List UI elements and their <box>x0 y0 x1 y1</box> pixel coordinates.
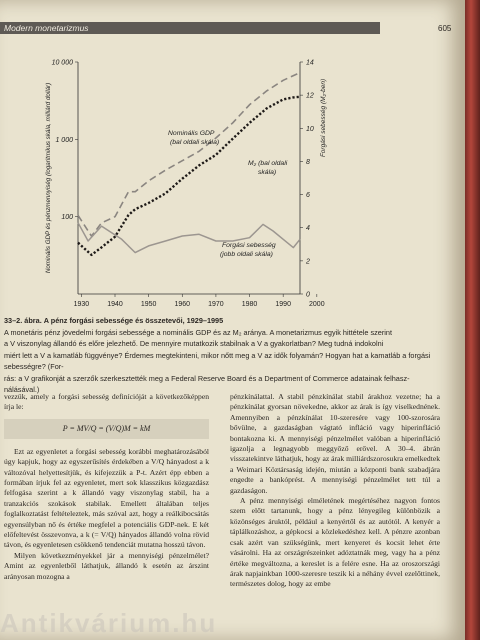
paragraph: Ezt az egyenletet a forgási sebesség korábbi meghatározásából úgy kapjuk, hogy az egyszerűsítés érdekében a V/Q hányadost a k változóval helyettesítjük, és kifejezzük a P-t. Azért épp ebben a formában írjuk fel az egyenletet, mert sok klasszikus közgazdász felfogása szerint a k állandó vagy viszonylag stabil, ha a tranzakciós szokások stabilak. Emellett általában teljes foglalkoztatást feltételeztek, más szóval azt, hogy a reálkibocsátás egyensúlyban nő és értéke megfelel a potenciális GDP-nek. E két előfeltevést összevonva, a k (= V/Q) hányados állandó volna rövid távon, és egyenletesen csökkenő tendenciát mutatna hosszú távon. <box>4 446 209 550</box>
left-tick-label: 100 <box>61 214 73 222</box>
right-tick-label: 6 <box>306 192 310 200</box>
velocity-series-label: Forgási sebesség <box>222 242 276 249</box>
caption-line: a V viszonylag állandó és előre jelezhető. De mennyire mutatkozik stabilnak a V a gyakorlatban? Meg tudná indokolni <box>4 339 384 348</box>
x-tick-label: 2000 <box>309 301 325 308</box>
x-tick-label: 1990 <box>275 301 291 308</box>
paragraph: A pénz mennyiségi elméletének megértéséhez nagyon fontos szem előtt tartanunk, hogy a pénz lényegileg különbözik a közönséges áruktól, például a kenyértől és az autótól. A kenyér a táplálkozáshoz, a gépkocsi a közlekedéshez kell. A pénzre azonban csak azért van szükségünk, mert kenyeret és kocsit lehet érte vásárolni. Ha az országrészeinket adóztatnák meg, vagy ha a pénz értéke megváltozna, a kereslet is a felére esne. Ha az oroszországi árak napjainkban 1000-szeresre teszik ki a néhány évvel ezelőttinek, természetes dolog, hogy az embe <box>230 496 440 589</box>
watermark-text: Antikvárium.hu <box>0 608 218 638</box>
m2-series-label: M₂ (bal oldali <box>248 160 288 167</box>
text-column-left <box>4 392 209 582</box>
text-column-right <box>230 392 440 590</box>
velocity-chart <box>0 40 345 320</box>
page-number: 605 <box>438 24 452 33</box>
figure-number: 33–2. ábra. <box>4 316 42 325</box>
caption-line: rás: a V grafikonját a szerzők szerkesztették meg a Federal Reserve Board és a Department of Commerce adatainak felhasz- <box>4 373 410 383</box>
x-tick-label: 1960 <box>174 301 191 308</box>
figure-caption <box>4 315 454 396</box>
gdp-series-label: Nominális GDP <box>168 130 215 137</box>
x-tick-label: 1940 <box>107 301 123 308</box>
right-axis-title: Forgási sebesség (M₂-ben) <box>320 78 327 158</box>
book-spine-edge <box>465 0 480 640</box>
running-header-title: Modern monetarizmus <box>4 23 89 33</box>
caption-line: miért lett a V a kamatláb függvénye? Érdemes megtekinteni, mikor nőtt meg a V az idők folyamán? Hogyan hat a kamatláb a forgási sebességre? (For- <box>4 350 431 371</box>
equation-box: P = MV/Q = (V/Q)M = kM <box>4 419 209 439</box>
left-tick-label: 1 000 <box>55 136 73 144</box>
x-tick-label: 1970 <box>208 301 224 308</box>
series-line-1 <box>78 73 300 237</box>
right-tick-label: 2 <box>306 258 310 266</box>
right-tick-label: 8 <box>306 158 310 166</box>
right-tick-label: 14 <box>306 59 314 67</box>
paragraph: pénzkínálattal. A stabil pénzkínálat stabil árakhoz vezetne; ha a pénzkínálat gyorsan növekedne, akkor az árak is így viselkednének. Amennyiben a pénzkínálat 10-szeresére vagy 100-szorosára bővülne, a gazdaságban vágtató infláció vagy hiperinfláció bontakozna ki. A mennyiségi pénzelmélet valóban a hiperinfláció igazolja a legnagyobb meggyőző erővel. A 30–4. ábrán visszatekintve láthatjuk, hogy az árak milliárdszorosukra emelkedtek a Weimari Köztársaság idején, miután a központi bank szabadjára engedte a bankóprést. A mennyiségi pénzelmélet tett túl a gazdaságon. <box>230 392 440 495</box>
right-tick-label: 12 <box>306 92 314 100</box>
figure-title: A pénz forgási sebessége és összetevői, 1929–1995 <box>43 316 224 325</box>
paragraph: vezzük, amely a forgási sebesség definícióját a következőképpen írja le: <box>4 392 209 412</box>
velocity-series-label: (jobb oldali skála) <box>220 251 273 258</box>
caption-line: A monetáris pénz jövedelmi forgási sebessége a nominális GDP és az M₂ aránya. A monetarizmus egyik hittétele szerint <box>4 327 392 337</box>
right-tick-label: 0 <box>306 291 310 299</box>
x-tick-label: 1950 <box>140 301 157 308</box>
left-tick-label: 10 000 <box>51 59 73 67</box>
m2-series-label: skála) <box>258 169 277 176</box>
x-tick-label: 1930 <box>73 301 90 308</box>
gdp-series-label: (bal oldali skála) <box>170 139 220 146</box>
x-tick-label: 1980 <box>241 301 258 308</box>
chart-svg <box>0 40 345 320</box>
right-tick-label: 4 <box>306 225 310 233</box>
left-axis-title: Nominális GDP és pénzmennyiség (logaritmikus skála, milliárd dollár) <box>45 82 52 274</box>
right-tick-label: 10 <box>306 125 314 133</box>
paragraph: Milyen következményekkel jár a mennyiségi pénzelmélet? Amint az egyenletből láthatjuk, állandó k esetén az árszint arányosan mozogna a <box>4 550 209 581</box>
caption-line: nálásával.) <box>4 385 40 394</box>
